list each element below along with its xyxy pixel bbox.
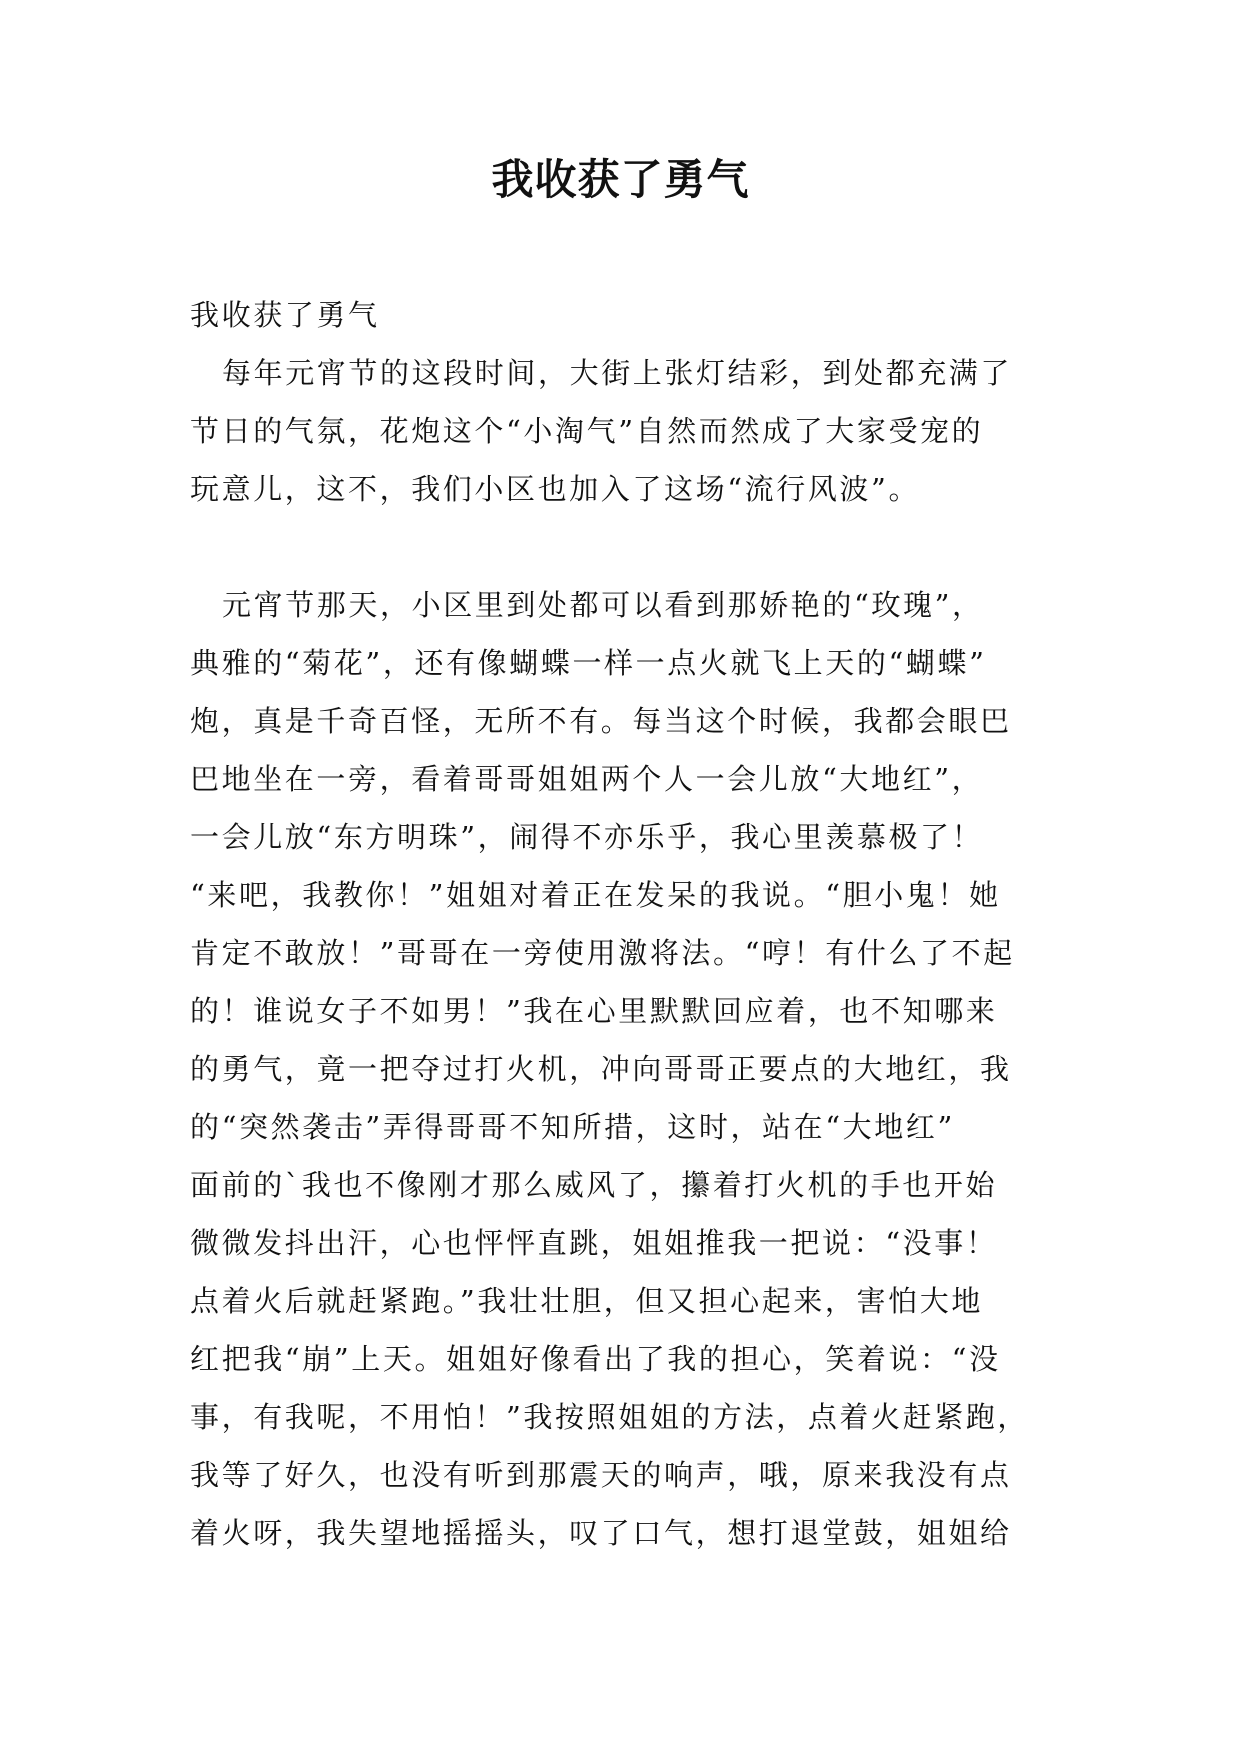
paragraph-line: 面前的`我也不像刚才那么威风了，攥着打火机的手也开始	[190, 1168, 998, 1202]
paragraph-line: 一会儿放“东方明珠”，闹得不亦乐乎，我心里羡慕极了！	[190, 820, 984, 854]
document-body	[190, 286, 1052, 1562]
paragraph-line: 炮，真是千奇百怪，无所不有。每当这个时候，我都会眼巴	[190, 704, 1012, 738]
paragraph-line: 的“突然袭击”弄得哥哥不知所措，这时，站在“大地红”	[190, 1110, 955, 1144]
paragraph-line: 我等了好久，也没有听到那震天的响声，哦，原来我没有点	[190, 1458, 1012, 1492]
paragraph-line: 节日的气氛，花炮这个“小淘气”自然而然成了大家受宠的	[190, 414, 984, 448]
paragraph-line: 的！谁说女子不如男！”我在心里默默回应着，也不知哪来	[190, 994, 998, 1028]
subtitle: 我收获了勇气	[190, 298, 380, 332]
paragraph-line: 每年元宵节的这段时间，大街上张灯结彩，到处都充满了	[222, 356, 1013, 390]
paragraph-line: 着火呀，我失望地摇摇头，叹了口气，想打退堂鼓，姐姐给	[190, 1516, 1012, 1550]
paragraph-spacer	[190, 518, 1052, 576]
paragraph-line: 玩意儿，这不，我们小区也加入了这场“流行风波”。	[190, 472, 921, 506]
page-title: 我收获了勇气	[491, 155, 750, 204]
paragraph-line: 红把我“崩”上天。姐姐好像看出了我的担心，笑着说：“没	[190, 1342, 1001, 1376]
paragraph-line: 巴地坐在一旁，看着哥哥姐姐两个人一会儿放“大地红”，	[190, 762, 984, 796]
paragraph-line: “来吧，我教你！”姐姐对着正在发呆的我说。“胆小鬼！她	[190, 878, 1001, 912]
paragraph-line: 点着火后就赶紧跑。”我壮壮胆，但又担心起来，害怕大地	[190, 1284, 983, 1318]
paragraph-line: 肯定不敢放！”哥哥在一旁使用激将法。“哼！有什么了不起	[190, 936, 1015, 970]
paragraph-line: 微微发抖出汗，心也怦怦直跳，姐姐推我一把说：“没事！	[190, 1226, 998, 1260]
paragraph-line: 事，有我呢，不用怕！”我按照姐姐的方法，点着火赶紧跑，	[190, 1400, 1030, 1434]
paragraph-line: 的勇气，竟一把夺过打火机，冲向哥哥正要点的大地红，我	[190, 1052, 1012, 1086]
paragraph-line: 典雅的“菊花”，还有像蝴蝶一样一点火就飞上天的“蝴蝶”	[190, 646, 987, 680]
paragraph-line: 元宵节那天，小区里到处都可以看到那娇艳的“玫瑰”，	[222, 588, 984, 622]
